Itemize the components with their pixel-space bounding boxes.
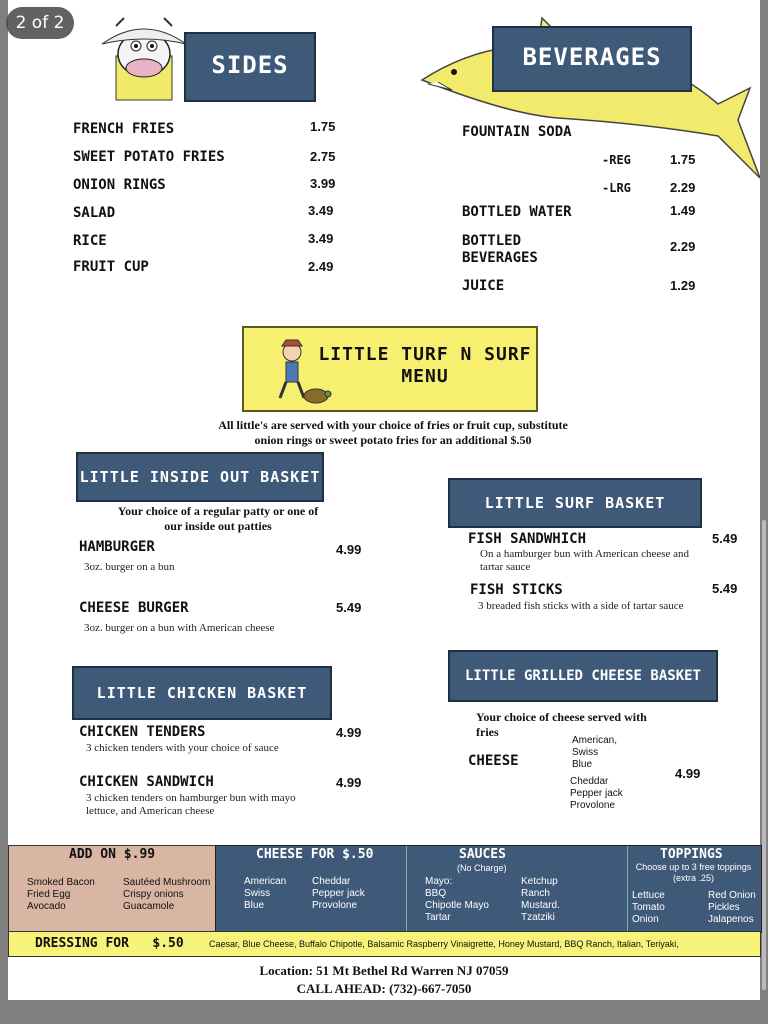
topping-option: Onion — [632, 914, 659, 925]
footer-location: Location: 51 Mt Bethel Rd Warren NJ 07059 — [259, 963, 509, 978]
addon-title: ADD ON $.99 — [69, 847, 156, 862]
sauce-option: Mayo: — [425, 876, 453, 887]
sides-item-price: 2.75 — [310, 149, 336, 164]
surf-item-desc: On a hamburger bun with American cheese and tartar sauce — [480, 548, 690, 573]
cheese-option: Provolone — [570, 800, 616, 811]
grilled-cheese-item-name: CHEESE — [468, 753, 519, 769]
little-menu-banner — [242, 326, 538, 412]
inside-out-item-name: HAMBURGER — [79, 539, 155, 555]
addon-option: Fried Egg — [27, 889, 71, 900]
addon-col1 — [27, 877, 95, 913]
inside-out-note-line2: our inside out patties — [164, 519, 272, 533]
sauces-col2 — [521, 876, 560, 924]
inside-out-banner: LITTLE INSIDE OUT BASKET — [76, 452, 324, 502]
sauces-col1 — [425, 876, 489, 924]
sides-item-name: FRUIT CUP — [73, 259, 149, 275]
sides-item-name: FRENCH FRIES — [73, 121, 175, 137]
sauces-section — [406, 846, 628, 932]
chicken-item-desc: 3 chicken tenders on hamburger bun with mayo lettuce, and American cheese — [86, 792, 296, 817]
sauce-option: Ranch — [521, 888, 550, 899]
menu-page — [8, 0, 760, 1000]
chicken-item-price: 4.99 — [336, 725, 362, 740]
extras-box — [215, 845, 762, 933]
surf-item-price: 5.49 — [712, 581, 738, 596]
cheese-option: Blue — [572, 759, 593, 770]
cheese-for-option: Swiss — [244, 888, 271, 899]
addon-option: Avocado — [27, 901, 66, 912]
sides-item-price: 2.49 — [308, 259, 334, 274]
cheese-for-option: Pepper jack — [312, 888, 365, 899]
grilled-cheese-note-line1: Your choice of cheese served with — [476, 710, 647, 724]
cheese-for-title: CHEESE FOR $.50 — [256, 847, 374, 862]
sauce-option: Mustard. — [521, 900, 560, 911]
toppings-subtitle-line1: Choose up to 3 free toppings — [635, 862, 752, 872]
beverage-item-price: 1.29 — [670, 278, 696, 293]
surf-item-price: 5.49 — [712, 531, 738, 546]
sides-item-name: SWEET POTATO FRIES — [73, 149, 225, 165]
sides-item-price: 3.49 — [308, 203, 334, 218]
grilled-cheese-options-a — [572, 735, 617, 771]
inside-out-item-desc: 3oz. burger on a bun — [84, 561, 175, 573]
sauce-option: BBQ — [425, 888, 447, 899]
sauces-subtitle: (No Charge) — [457, 863, 507, 873]
beverage-item-price: 2.29 — [670, 239, 696, 254]
topping-option: Jalapenos — [708, 914, 754, 925]
sauce-option: Tartar — [425, 912, 451, 923]
little-menu-note — [158, 418, 628, 448]
dressing-bar — [8, 931, 761, 957]
cheese-for-col1 — [244, 876, 286, 912]
chicken-item-desc: 3 chicken tenders with your choice of sauce — [86, 742, 279, 754]
footer — [8, 962, 760, 998]
cheese-option: Pepper jack — [570, 788, 623, 799]
little-menu-note-line1: All little's are served with your choice of fries or fruit cup, substitute — [218, 418, 568, 432]
beverage-item-price: 1.49 — [670, 203, 696, 218]
inside-out-item-price: 4.99 — [336, 542, 362, 557]
beverage-item-name: BOTTLED WATER — [462, 204, 572, 220]
sides-item-name: ONION RINGS — [73, 177, 166, 193]
addon-option: Sautéed Mushroom — [123, 877, 211, 888]
sides-banner: SIDES — [184, 32, 316, 102]
cheese-for-option: Blue — [244, 900, 265, 911]
grilled-cheese-item-price: 4.99 — [675, 766, 701, 781]
cheese-option: Swiss — [572, 747, 599, 758]
chicken-banner: LITTLE CHICKEN BASKET — [72, 666, 332, 720]
little-menu-title — [314, 344, 536, 388]
chicken-item-name: CHICKEN TENDERS — [79, 724, 206, 740]
cow-mascot-icon — [94, 14, 194, 102]
sides-item-price: 3.49 — [308, 231, 334, 246]
surf-item-name: FISH SANDWHICH — [468, 531, 587, 547]
toppings-subtitle-line2: (extra .25) — [672, 873, 714, 883]
footer-call: CALL AHEAD: (732)-667-7050 — [296, 981, 472, 996]
cheese-for-option: Provolone — [312, 900, 358, 911]
sauces-title: SAUCES — [459, 847, 506, 862]
addon-option: Smoked Bacon — [27, 877, 95, 888]
grilled-cheese-banner: LITTLE GRILLED CHEESE BASKET — [448, 650, 718, 702]
cheese-option: American, — [572, 735, 618, 746]
grilled-cheese-options-b — [570, 776, 623, 812]
toppings-title: TOPPINGS — [660, 847, 723, 862]
scrollbar[interactable] — [762, 520, 766, 990]
beverage-reg-label: -REG — [602, 153, 631, 167]
little-menu-note-line2: onion rings or sweet potato fries for an additional $.50 — [254, 433, 532, 447]
surf-banner: LITTLE SURF BASKET — [448, 478, 702, 528]
cheese-option: Cheddar — [570, 776, 609, 787]
topping-option: Pickles — [708, 902, 740, 913]
inside-out-item-desc: 3oz. burger on a bun with American cheese — [84, 622, 275, 634]
beverage-item-name: BOTTLED BEVERAGES — [462, 233, 538, 266]
toppings-col2 — [708, 890, 756, 926]
toppings-subtitle — [626, 862, 761, 884]
sauce-option: Tzatziki — [521, 912, 555, 923]
cheese-for-option: Cheddar — [312, 876, 351, 887]
addon-option: Crispy onions — [123, 889, 184, 900]
addon-col2 — [123, 877, 210, 913]
little-menu-title-line2: MENU — [401, 366, 449, 387]
beverage-item-name: JUICE — [462, 278, 505, 294]
topping-option: Tomato — [632, 902, 665, 913]
sides-item-name: RICE — [73, 233, 107, 249]
beverages-banner: BEVERAGES — [492, 26, 692, 92]
grilled-cheese-note-line2: fries — [476, 725, 499, 739]
surf-item-name: FISH STICKS — [470, 582, 563, 598]
dressing-title: DRESSING FOR $.50 — [35, 936, 184, 951]
chicken-item-price: 4.99 — [336, 775, 362, 790]
addon-option: Guacamole — [123, 901, 175, 912]
topping-option: Red Onion — [708, 890, 756, 901]
page-indicator: 2 of 2 — [6, 7, 74, 39]
cheese-for-option: American — [244, 876, 287, 887]
beverage-fountain-name: FOUNTAIN SODA — [462, 124, 572, 140]
beverage-lrg-price: 2.29 — [670, 180, 696, 195]
sides-item-price: 3.99 — [310, 176, 336, 191]
addon-box — [8, 845, 216, 933]
little-menu-title-line1: LITTLE TURF N SURF — [318, 344, 532, 365]
inside-out-item-name: CHEESE BURGER — [79, 600, 189, 616]
topping-option: Lettuce — [632, 890, 665, 901]
sides-item-price: 1.75 — [310, 119, 336, 134]
toppings-col1 — [632, 890, 665, 926]
surf-item-desc: 3 breaded fish sticks with a side of tartar sauce — [478, 600, 684, 612]
beverage-reg-price: 1.75 — [670, 152, 696, 167]
chicken-item-name: CHICKEN SANDWICH — [79, 774, 214, 790]
dressing-list: Caesar, Blue Cheese, Buffalo Chipotle, Balsamic Raspberry Vinaigrette, Honey Mustard, BBQ Ranch, Italian, Teriyaki, — [209, 939, 679, 949]
toppings-section — [626, 846, 761, 932]
inside-out-item-price: 5.49 — [336, 600, 362, 615]
sides-item-name: SALAD — [73, 205, 116, 221]
inside-out-note — [78, 504, 358, 534]
beverage-lrg-label: -LRG — [602, 181, 631, 195]
sauce-option: Ketchup — [521, 876, 558, 887]
sauce-option: Chipotle Mayo — [425, 900, 489, 911]
inside-out-note-line1: Your choice of a regular patty or one of — [117, 504, 319, 518]
cheese-for-col2 — [312, 876, 365, 912]
